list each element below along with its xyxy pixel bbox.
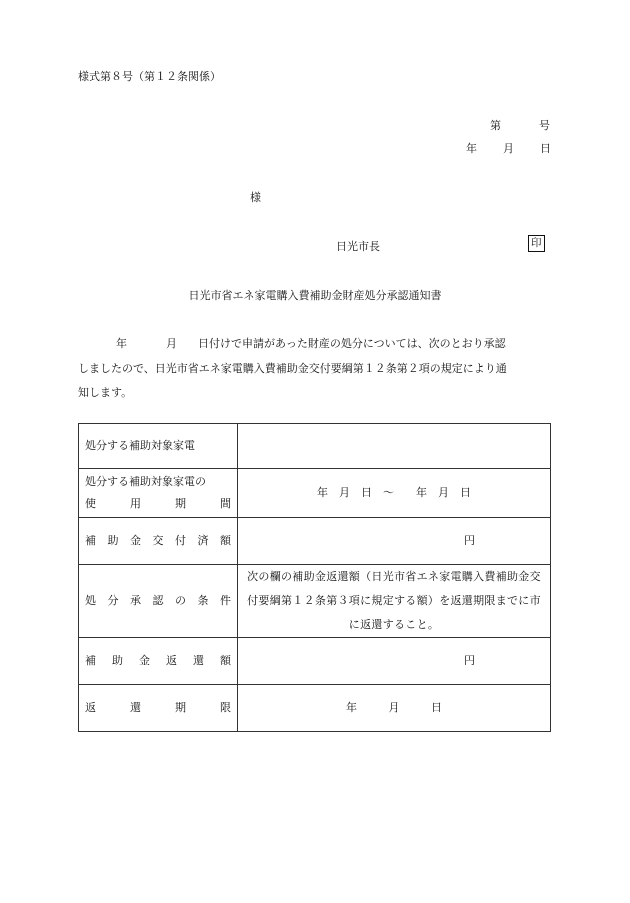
body-line2: しましたので、日光市省エネ家電購入費補助金交付要綱第１２条第２項の規定により通 [78,361,507,375]
label-target-appliance: 処分する補助対象家電 [85,439,195,452]
label-approval-conditions: 処 分 承 認 の 条 件 [85,594,231,607]
value-target-appliance [238,424,551,469]
value-usage-period: 年 月 日 ～ 年 月 日 [238,469,551,518]
yen-unit: 円 [464,654,475,667]
disposal-approval-table [78,423,551,732]
yen-unit: 円 [464,534,475,547]
deadline-month-label: 月 [388,701,400,714]
table-row [79,469,551,518]
form-number: 様式第８号（第１２条関係） [78,70,221,83]
value-grant-paid [238,518,551,565]
label-usage-period-line2: 使 用 期 間 [85,497,231,510]
table-row [79,424,551,469]
label-refund-amount: 補 助 金 返 還 額 [85,654,231,667]
document-title: 日光市省エネ家電購入費補助金財産処分承認通知書 [188,289,442,302]
body-line1: 日付けで申請があった財産の処分については、次のとおり承認 [198,337,506,350]
body-year-label: 年 [116,337,127,350]
date-month-label: 月 [503,142,514,155]
value-refund-deadline [238,685,551,732]
issuer-name: 日光市長 [336,240,380,253]
row-label-target-appliance [79,424,238,469]
body-month-label: 月 [166,337,177,350]
row-label-approval-conditions [79,565,238,638]
row-label-refund-deadline [79,685,238,732]
deadline-year-label: 年 [346,701,357,714]
document-number-suffix: 号 [539,119,550,132]
table-row [79,638,551,685]
deadline-day-label: 日 [431,701,442,714]
body-line3: 知します。 [78,386,133,399]
date-year-label: 年 [466,142,477,155]
table-row [79,518,551,565]
table-row [79,685,551,732]
label-usage-period-line1: 処分する補助対象家電の [85,475,206,488]
table-row [79,565,551,638]
row-label-grant-paid [79,518,238,565]
notice-body [78,332,551,406]
value-refund-amount [238,638,551,685]
date-day-label: 日 [540,142,551,155]
label-refund-deadline: 返 還 期 限 [85,701,231,714]
row-label-usage-period [79,469,238,518]
value-approval-conditions: 次の欄の補助金返還額（日光市省エネ家電購入費補助金交付要綱第１２条第３項に規定する額）を返還期限までに市に返還すること。 [238,565,551,638]
label-grant-paid: 補 助 金 交 付 済 額 [85,534,231,547]
seal-mark: 印 [528,235,545,252]
addressee-honorific: 様 [250,191,261,204]
row-label-refund-amount [79,638,238,685]
document-number-label: 第 [490,119,501,132]
